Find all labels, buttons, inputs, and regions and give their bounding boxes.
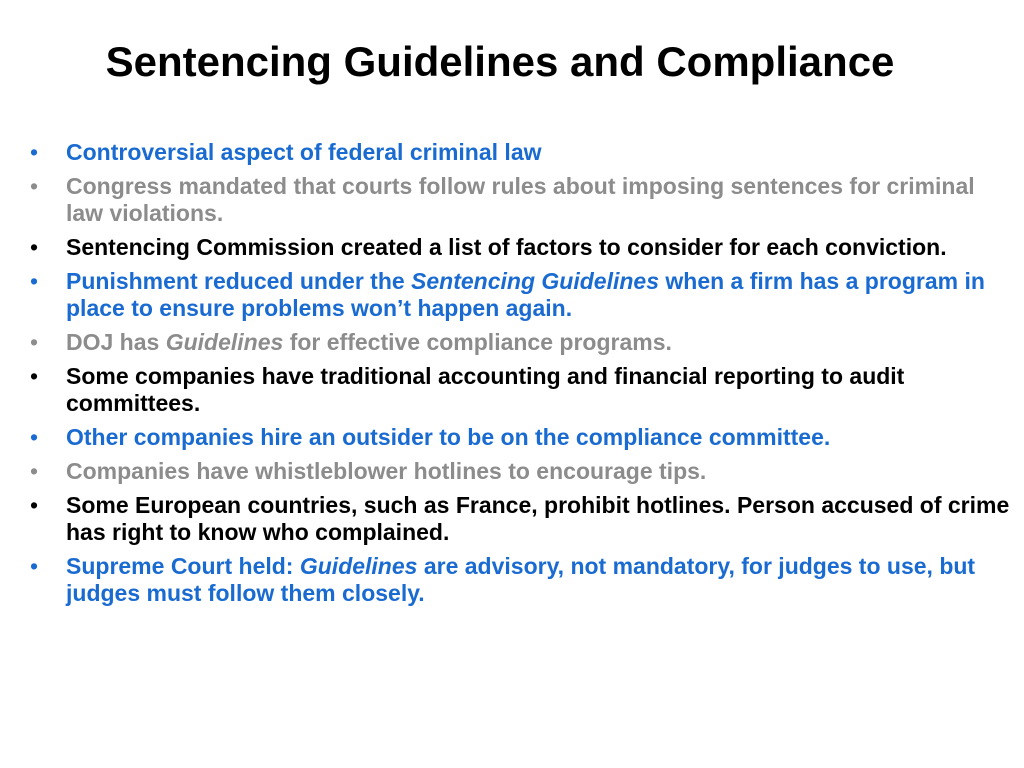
bullet-item xyxy=(30,329,1015,356)
bullet-item xyxy=(30,268,1015,322)
bullet-dot-icon: • xyxy=(30,458,39,484)
bullet-dot-icon: • xyxy=(30,492,39,518)
bullet-dot-icon: • xyxy=(30,139,39,165)
bullet-item xyxy=(30,553,1015,607)
bullet-text: Some European countries, such as France, prohibit hotlines. Person accused of crime has right to know who complained. xyxy=(66,492,1010,545)
slide-title: Sentencing Guidelines and Compliance xyxy=(105,38,895,85)
bullet-text-part: when a firm has a program in place to ensure problems won’t happen again. xyxy=(66,268,985,321)
bullet-text-part: Punishment reduced under the xyxy=(66,268,412,294)
bullet-dot-icon: • xyxy=(30,234,39,260)
bullet-text-italic: Guidelines xyxy=(299,553,418,579)
bullet-item xyxy=(30,234,1015,261)
bullet-dot-icon: • xyxy=(30,173,39,199)
bullet-text-part: for effective compliance programs. xyxy=(283,329,672,355)
bullet-text: Companies have whistleblower hotlines to encourage tips. xyxy=(66,458,707,484)
bullet-text: Controversial aspect of federal criminal law xyxy=(66,139,542,165)
bullet-item xyxy=(30,363,1015,417)
bullet-text-part: are advisory, not mandatory, for judges to use, but judges must follow them closely. xyxy=(66,553,976,606)
bullet-text-part: Supreme Court held: xyxy=(66,553,300,579)
bullet-text: Sentencing Commission created a list of factors to consider for each conviction. xyxy=(66,234,947,260)
bullet-text-part: DOJ has xyxy=(66,329,166,355)
bullet-item xyxy=(30,173,1015,227)
bullet-dot-icon: • xyxy=(30,363,39,389)
bullet-text-italic: Guidelines xyxy=(165,329,284,355)
bullet-item xyxy=(30,139,1015,166)
bullet-text xyxy=(66,329,672,355)
bullet-text: Some companies have traditional accounting and financial reporting to audit committees. xyxy=(66,363,905,416)
bullet-dot-icon: • xyxy=(30,329,39,355)
bullet-dot-icon: • xyxy=(30,553,39,579)
bullet-item xyxy=(30,492,1015,546)
bullet-dot-icon: • xyxy=(30,268,39,294)
bullet-text-italic: Sentencing Guidelines xyxy=(411,268,659,294)
bullet-text: Other companies hire an outsider to be on the compliance committee. xyxy=(66,424,831,450)
bullet-item xyxy=(30,458,1015,485)
bullet-text xyxy=(66,553,975,606)
bullet-list xyxy=(30,139,1015,614)
bullet-text: Congress mandated that courts follow rules about imposing sentences for criminal law violations. xyxy=(66,173,975,226)
bullet-item xyxy=(30,424,1015,451)
bullet-dot-icon: • xyxy=(30,424,39,450)
bullet-text xyxy=(66,268,985,321)
